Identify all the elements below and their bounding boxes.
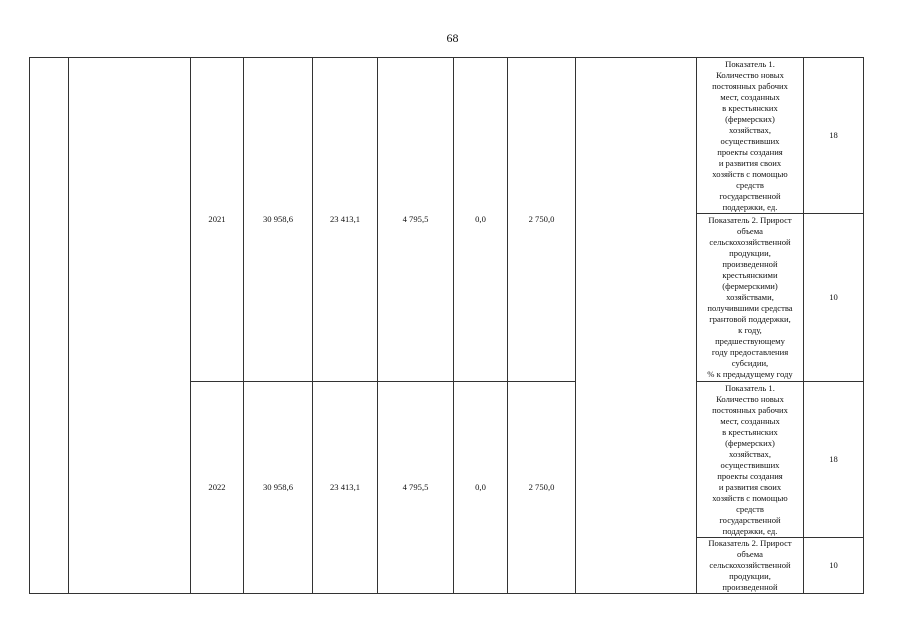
regional-budget-cell: 4 795,5 [378,382,454,594]
indicator-name-line: Количество новых [716,393,784,404]
indicator-name-cell [697,214,804,382]
indicator-name-cell [697,538,804,594]
table-row [30,58,864,214]
indicator-name-line: к году, [738,325,762,335]
federal-budget-cell: 23 413,1 [313,382,378,594]
indicator-name-line: поддержки, ед. [722,201,778,212]
indicator-name-line: (фермерскими) [722,281,778,291]
indicator-name-line: произведенной [722,259,778,269]
other-sources-cell: 2 750,0 [508,58,576,382]
indicator-name-cell [697,382,804,538]
indicator-name-line: постоянных рабочих [712,404,788,415]
indicator-name-line: получившими средства [707,303,793,313]
indicator-name-line: сельскохозяйственной [709,237,791,247]
indicator-name-line: (фермерских) [725,113,775,124]
indicator-name-line: Показатель 2. Прирост [708,538,792,548]
year-cell: 2022 [191,382,244,594]
program-table [29,57,864,594]
indicator-name-line: в крестьянских [722,102,778,113]
indicator-name-line: Количество новых [716,69,784,80]
indicator-name-line: продукции, [729,248,771,258]
indicator-name-line: государственной [719,514,781,525]
indicator-name-line: хозяйств с помощью [712,168,788,179]
indicator-name-line: субсидии, [731,358,769,368]
indicator-name-line: % к предыдущему году [707,369,793,379]
indicator-name-line: предшествующему [715,336,785,346]
indicator-name-line: мест, созданных [720,91,780,102]
indicator-name-line: средств [736,503,764,514]
indicator-name-line: объема [737,226,763,236]
indicator-name-line: грантовой поддержки, [709,314,791,324]
indicator-name-line: хозяйствами, [726,292,774,302]
other-sources-cell: 2 750,0 [508,382,576,594]
total-cell: 30 958,6 [244,382,313,594]
indicator-name-line: произведенной [722,582,778,592]
indicator-value-cell: 18 [804,382,864,538]
indicator-name-line: в крестьянских [722,426,778,437]
indicator-value-cell: 18 [804,58,864,214]
indicator-name-line: осуществивших [720,135,780,146]
indicator-name-line: продукции, [729,571,771,581]
indicator-name-line: хозяйств с помощью [712,492,788,503]
indicator-name-line: крестьянскими [722,270,778,280]
indicator-name-cell [697,58,804,214]
local-budget-cell: 0,0 [454,58,508,382]
indicator-name-line: проекты создания [717,470,783,481]
indicator-name-line: Показатель 1. [725,58,775,69]
indicator-name-line: и развития своих [718,157,782,168]
indicator-value-cell: 10 [804,538,864,594]
regional-budget-cell: 4 795,5 [378,58,454,382]
indicator-name-line: Показатель 1. [725,382,775,393]
result-cell [576,58,697,594]
name-cell [69,58,191,594]
indicator-name-line: хозяйствах, [729,124,771,135]
indicator-name-line: и развития своих [718,481,782,492]
indicator-name-line: хозяйствах, [729,448,771,459]
federal-budget-cell: 23 413,1 [313,58,378,382]
indicator-name-line: Показатель 2. Прирост [708,215,792,225]
local-budget-cell: 0,0 [454,382,508,594]
page-number: 68 [446,31,459,45]
indicator-name-line: сельскохозяйственной [709,560,791,570]
indicator-name-line: мест, созданных [720,415,780,426]
year-cell: 2021 [191,58,244,382]
indicator-name-line: объема [737,549,763,559]
num-cell [30,58,69,594]
indicator-name-line: государственной [719,190,781,201]
indicator-value-cell: 10 [804,214,864,382]
indicator-name-line: средств [736,179,764,190]
indicator-name-line: проекты создания [717,146,783,157]
indicator-name-line: (фермерских) [725,437,775,448]
total-cell: 30 958,6 [244,58,313,382]
indicator-name-line: постоянных рабочих [712,80,788,91]
indicator-name-line: году предоставления [711,347,789,357]
indicator-name-line: поддержки, ед. [722,525,778,536]
indicator-name-line: осуществивших [720,459,780,470]
